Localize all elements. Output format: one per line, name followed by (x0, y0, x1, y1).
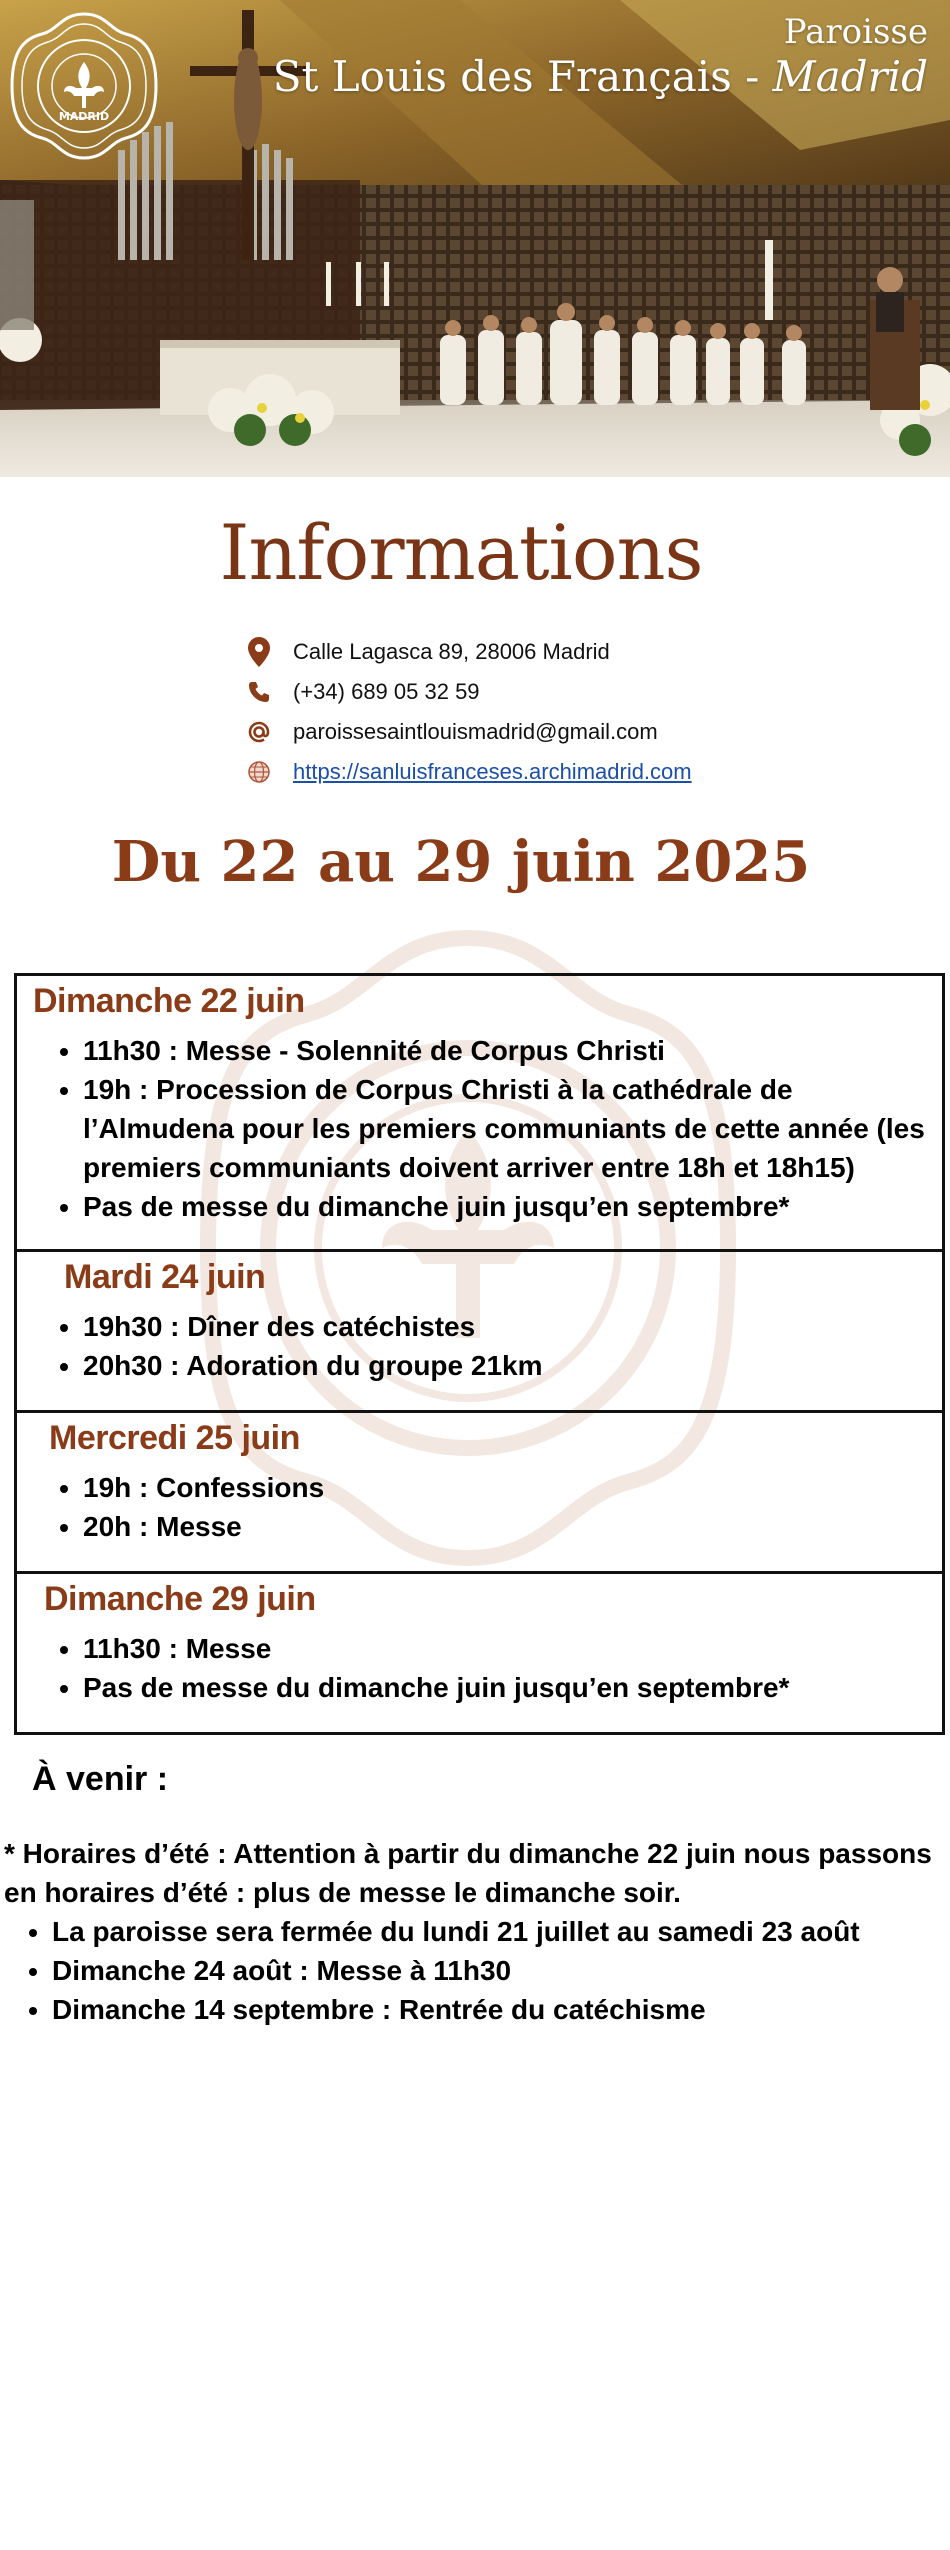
upcoming-list (4, 1912, 942, 2029)
day-items (17, 1468, 942, 1546)
upcoming-title: À venir : (32, 1760, 169, 1798)
day-title: Dimanche 29 juin (44, 1580, 316, 1618)
phone-icon (244, 677, 274, 707)
parish-logo (6, 8, 162, 164)
upcoming-item: • Dimanche 14 septembre : Rentrée du catéchisme (52, 1990, 942, 2029)
schedule-table (14, 973, 945, 1735)
header-line-2 (273, 52, 928, 101)
website-row (244, 752, 692, 792)
day-title: Mardi 24 juin (64, 1258, 266, 1296)
day-title: Dimanche 22 juin (33, 982, 305, 1020)
schedule-item: • 19h : Procession de Corpus Christi à la cathédrale de l’Almudena pour les premiers communiants de cette année (les premiers communiants doivent arriver entre 18h et 18h15) (83, 1070, 942, 1187)
parish-name: St Louis des Français - (272, 52, 773, 101)
schedule-item: • 20h : Messe (83, 1507, 942, 1546)
schedule-item: • 11h30 : Messe - Solennité de Corpus Christi (83, 1031, 942, 1070)
info-title: Informations (219, 508, 703, 597)
schedule-day (14, 1252, 945, 1413)
upcoming-item: • La paroisse sera fermée du lundi 21 juillet au samedi 23 août (52, 1912, 942, 1951)
address-text: Calle Lagasca 89, 28006 Madrid (293, 639, 610, 664)
email-row (244, 712, 692, 752)
upcoming-item: • Dimanche 24 août : Messe à 11h30 (52, 1951, 942, 1990)
parish-city: Madrid (772, 52, 928, 101)
header-line-1: Paroisse (783, 12, 928, 52)
week-title: Du 22 au 29 juin 2025 (111, 829, 811, 895)
phone-row (244, 672, 692, 712)
email-text: paroissesaintlouismadrid@gmail.com (293, 719, 658, 744)
summer-hours-note: * Horaires d’été : Attention à partir du dimanche 22 juin nous passons en horaires d’été : plus de messe le dimanche soir. (4, 1838, 932, 1908)
schedule-item: • 19h : Confessions (83, 1468, 942, 1507)
day-items (17, 1031, 942, 1226)
schedule-day (14, 1574, 945, 1735)
schedule-item: • Pas de messe du dimanche juin jusqu’en septembre* (83, 1668, 942, 1707)
map-pin-icon (244, 637, 274, 667)
schedule-item: • 11h30 : Messe (83, 1629, 942, 1668)
address-row (244, 632, 692, 672)
globe-icon (244, 757, 274, 787)
logo-text-bottom: MADRID (58, 110, 110, 123)
schedule-day (14, 973, 945, 1252)
day-title: Mercredi 25 juin (49, 1419, 300, 1457)
schedule-item: • 19h30 : Dîner des catéchistes (83, 1307, 942, 1346)
contact-block (244, 632, 692, 792)
schedule-day (14, 1413, 945, 1574)
hero-banner (0, 0, 950, 477)
at-icon (244, 717, 274, 747)
day-items (17, 1629, 942, 1707)
phone-text: (+34) 689 05 32 59 (293, 679, 480, 704)
schedule-item: • Pas de messe du dimanche juin jusqu’en septembre* (83, 1187, 942, 1226)
website-link[interactable]: https://sanluisfranceses.archimadrid.com (293, 759, 692, 784)
day-items (17, 1307, 942, 1385)
schedule-item: • 20h30 : Adoration du groupe 21km (83, 1346, 942, 1385)
